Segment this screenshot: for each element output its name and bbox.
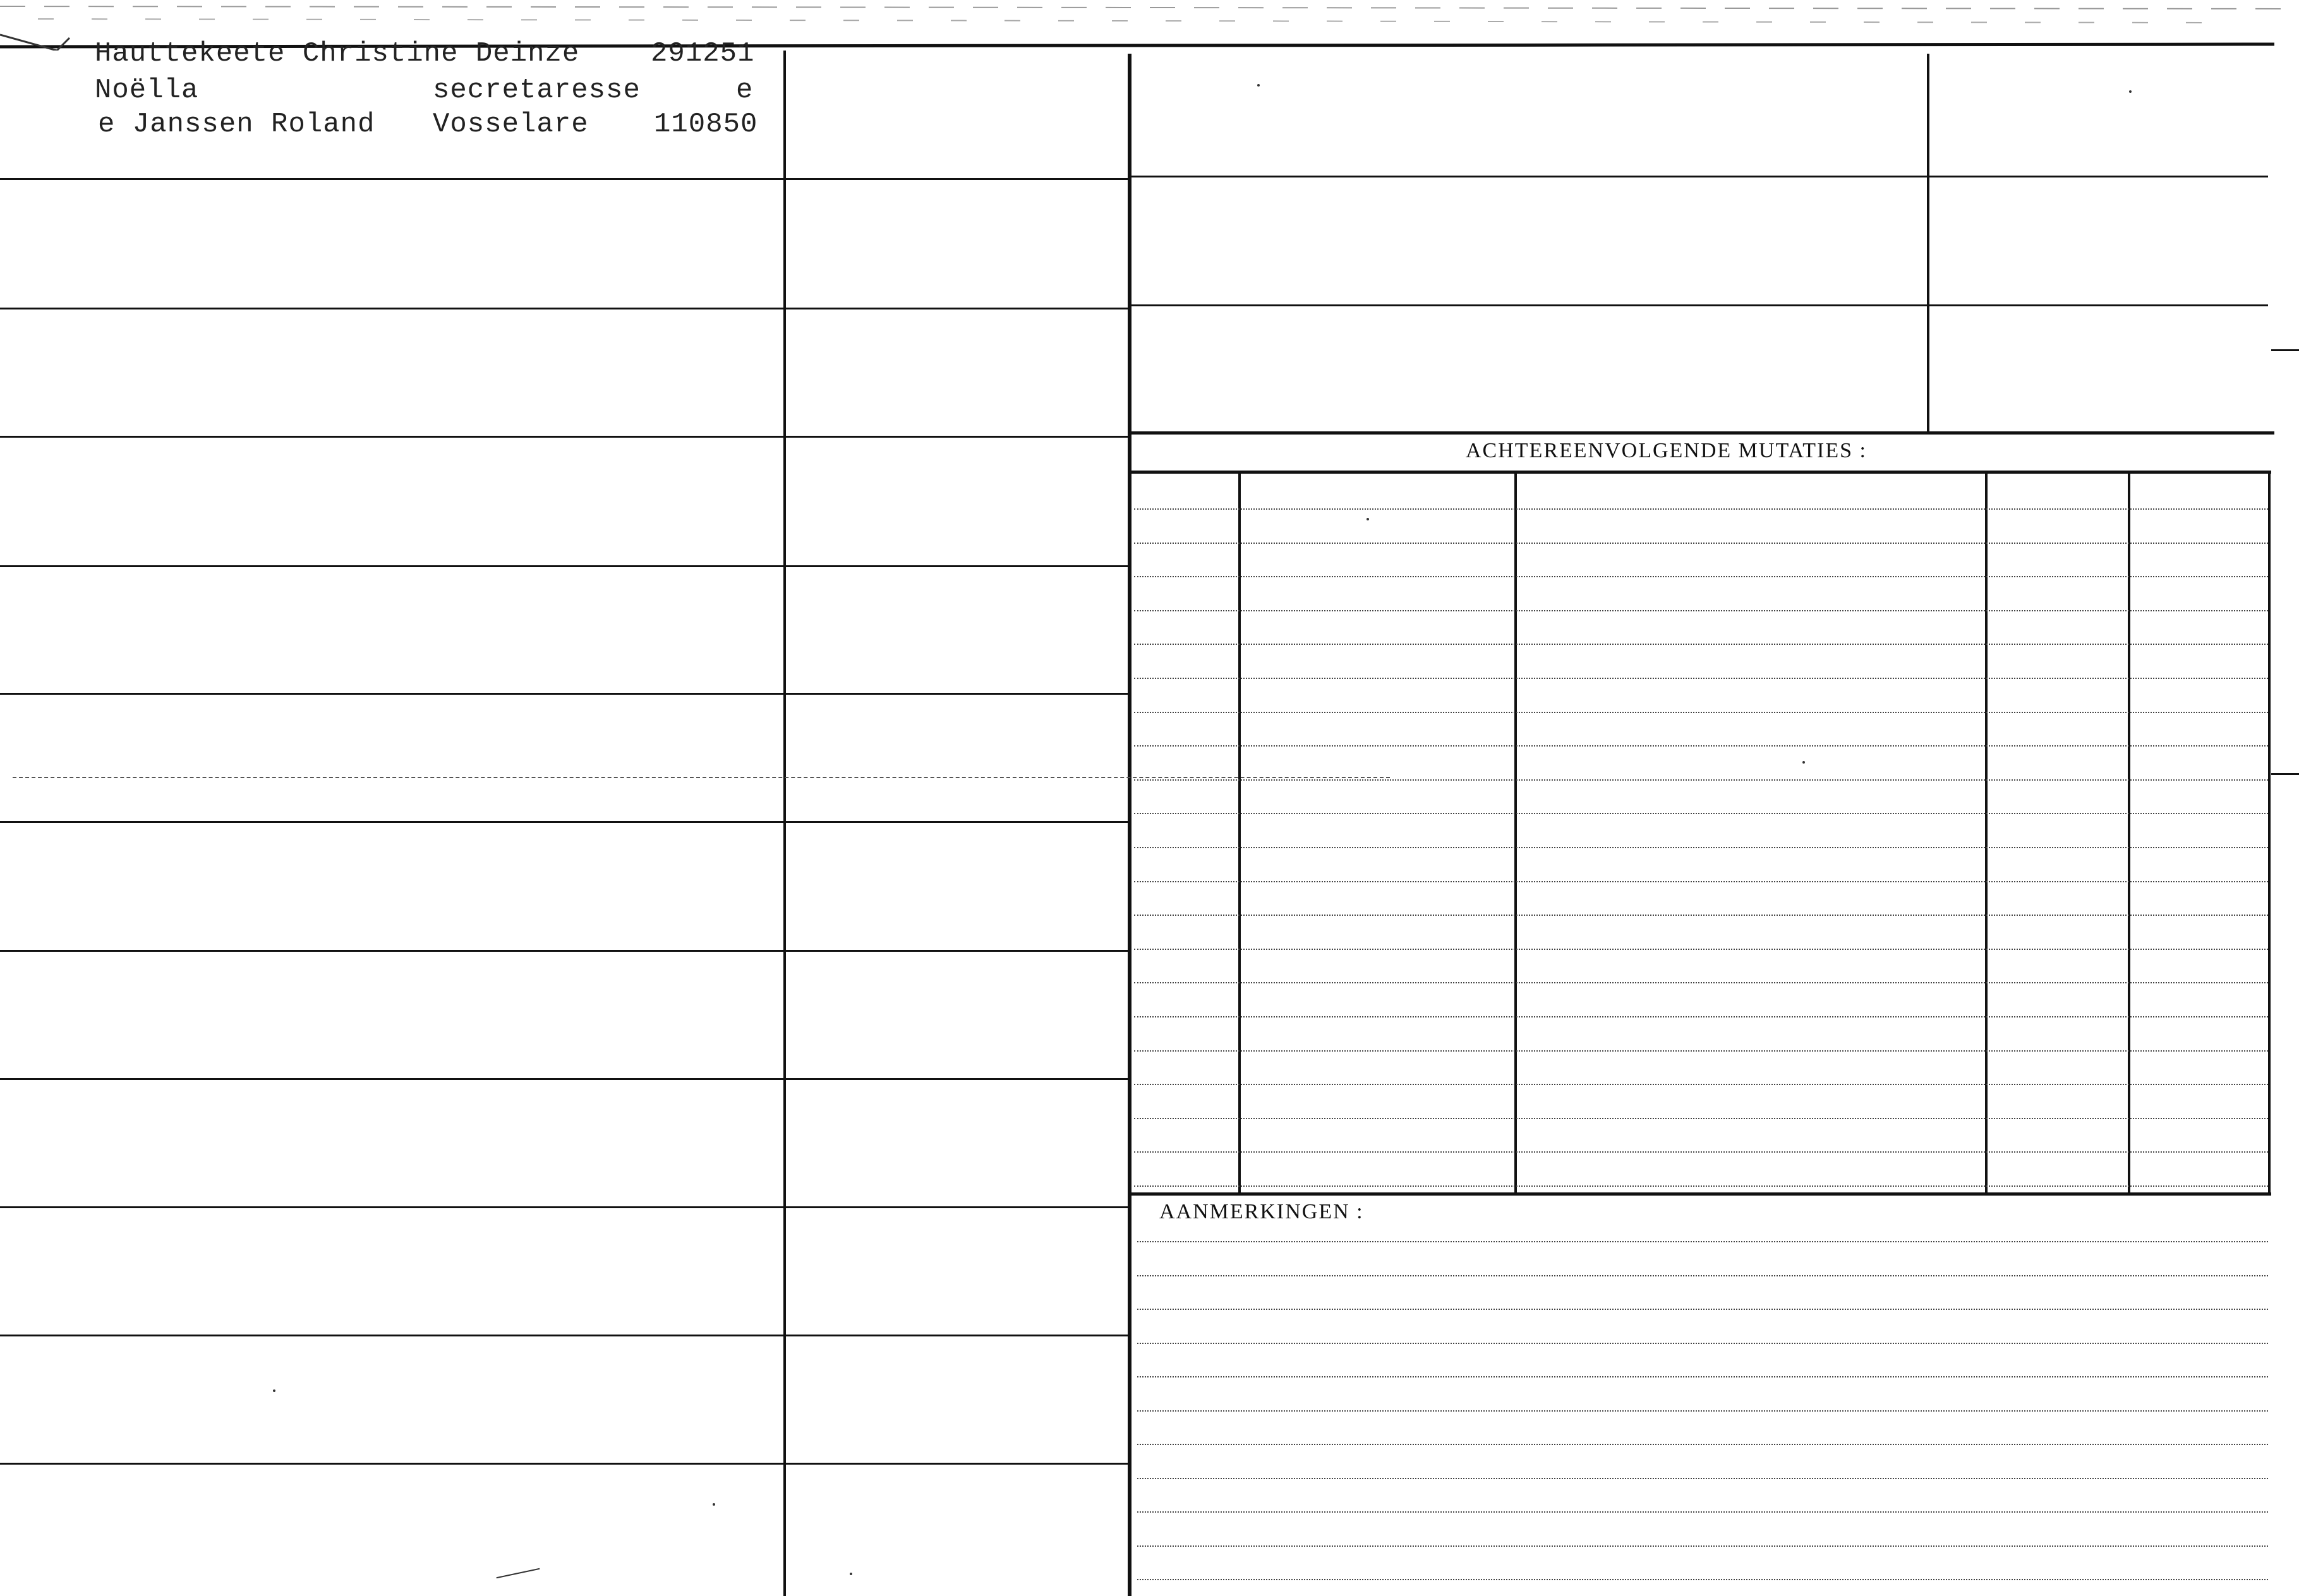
typed-entry-2-name: Noëlla <box>95 75 199 106</box>
remark-ruled-line <box>1137 1579 2268 1580</box>
left-row-line <box>0 821 1128 823</box>
margin-tick <box>2271 349 2299 351</box>
left-grid-divider-2 <box>1128 54 1131 1596</box>
mutation-ruled-line <box>1134 712 2268 713</box>
dashed-mark <box>13 777 1390 778</box>
left-row-line <box>0 1463 1128 1465</box>
left-grid-divider-1 <box>783 51 786 1596</box>
left-row-line <box>0 308 1128 309</box>
remarks-heading: AANMERKINGEN : <box>1159 1200 1364 1223</box>
left-row-line <box>0 436 1128 438</box>
remark-ruled-line <box>1137 1478 2268 1479</box>
left-row-line <box>0 693 1128 695</box>
typed-entry-3-role: Vosselare <box>433 109 589 140</box>
mutation-ruled-line <box>1134 576 2268 577</box>
mutation-ruled-line <box>1134 678 2268 679</box>
mutation-ruled-line <box>1134 881 2268 882</box>
margin-tick <box>2271 773 2299 775</box>
mutations-bottom-line <box>1131 1192 2271 1196</box>
left-row-line <box>0 1078 1128 1080</box>
left-row-line <box>0 178 1128 180</box>
typed-entry-2-value: e <box>736 75 754 106</box>
mutation-ruled-line <box>1134 982 2268 983</box>
remark-ruled-line <box>1137 1343 2268 1344</box>
scan-speck <box>1802 761 1805 764</box>
remark-ruled-line <box>1137 1241 2268 1242</box>
mutation-ruled-line <box>1134 610 2268 611</box>
mutation-ruled-line <box>1134 1016 2268 1017</box>
scan-speck <box>850 1573 852 1575</box>
right-upper-bottom-line <box>1131 431 2274 435</box>
scan-speck <box>1367 518 1369 520</box>
mutation-ruled-line <box>1134 813 2268 814</box>
left-row-line <box>0 1206 1128 1208</box>
mutation-ruled-line <box>1134 745 2268 747</box>
scan-speck <box>713 1503 715 1506</box>
mutation-ruled-line <box>1134 1185 2268 1187</box>
mutations-right-border <box>2268 472 2271 1192</box>
left-row-line <box>0 950 1128 952</box>
remark-ruled-line <box>1137 1410 2268 1412</box>
mutation-ruled-line <box>1134 1151 2268 1153</box>
remark-ruled-line <box>1137 1309 2268 1310</box>
mutation-ruled-line <box>1134 543 2268 544</box>
remark-ruled-line <box>1137 1444 2268 1445</box>
scan-stroke <box>497 1568 540 1579</box>
typed-entry-3-value: 110850 <box>654 109 758 140</box>
remark-ruled-line <box>1137 1511 2268 1513</box>
mutations-heading: ACHTEREENVOLGENDE MUTATIES : <box>1466 439 1867 462</box>
scan-speck <box>273 1389 275 1392</box>
mutation-ruled-line <box>1134 1084 2268 1085</box>
right-upper-row-line <box>1131 176 2268 177</box>
mutation-ruled-line <box>1134 1050 2268 1052</box>
mutation-ruled-line <box>1134 508 2268 510</box>
mutations-top-line <box>1131 471 2271 474</box>
mutation-ruled-line <box>1134 847 2268 848</box>
mutation-ruled-line <box>1134 1118 2268 1119</box>
scan-speck <box>2129 90 2132 93</box>
remark-ruled-line <box>1137 1545 2268 1547</box>
mutation-ruled-line <box>1134 915 2268 916</box>
remark-ruled-line <box>1137 1376 2268 1377</box>
typed-entry-1-name: Hauttekeete Christine Deinze <box>95 38 580 69</box>
right-upper-divider <box>1927 54 1929 433</box>
typed-entry-2-role: secretaresse <box>433 75 641 106</box>
mutation-ruled-line <box>1134 949 2268 950</box>
left-row-line <box>0 1335 1128 1336</box>
typed-entry-1-value: 291251 <box>651 38 755 69</box>
remark-ruled-line <box>1137 1275 2268 1276</box>
right-upper-row-line <box>1131 304 2268 306</box>
mutation-ruled-line <box>1134 644 2268 645</box>
scan-speck <box>1257 84 1260 87</box>
left-row-line <box>0 565 1128 567</box>
typed-entry-3-name: e Janssen Roland <box>98 109 375 140</box>
mutation-ruled-line <box>1134 779 2268 781</box>
